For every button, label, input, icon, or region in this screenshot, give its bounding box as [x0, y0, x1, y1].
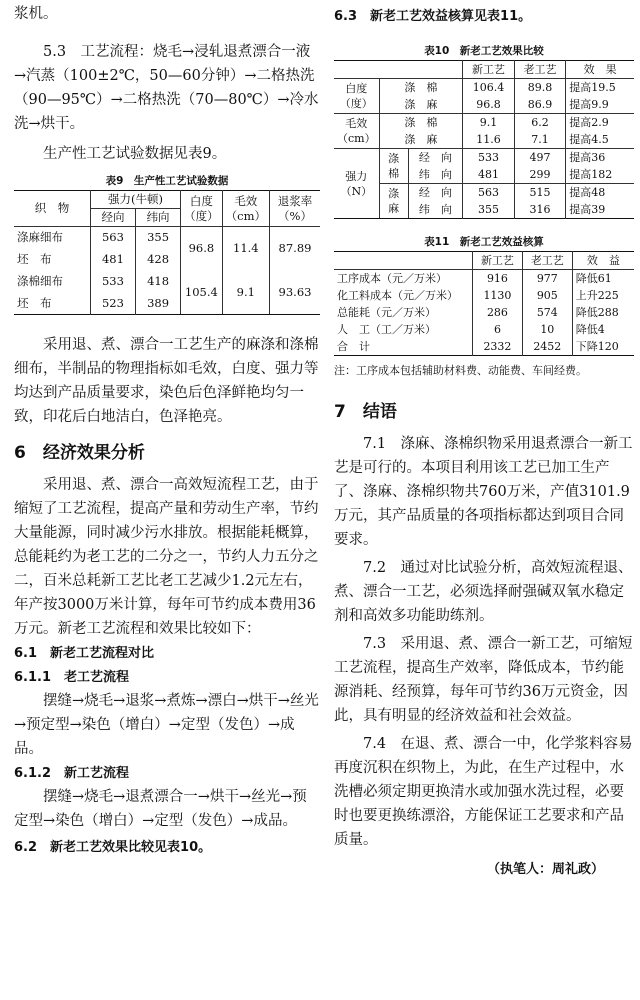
table11-benefit: 降低4: [572, 321, 634, 338]
table9-h-weft: 纬向: [136, 209, 181, 227]
table10-effect: 提高2.9: [566, 114, 634, 132]
table9-h-warp: 经向: [90, 209, 135, 227]
table10-new: 481: [463, 166, 515, 184]
section-6-1-2-heading: 6.1.2 新工艺流程: [14, 766, 130, 781]
table11-new: 6: [473, 321, 523, 338]
table10-dir: 经 向: [408, 149, 463, 167]
intro-line: 浆机。: [14, 6, 58, 22]
table11-item: 总能耗（元／万米）: [337, 306, 436, 319]
table9-capillary-2: 9.1: [222, 271, 269, 315]
table10-old: 89.8: [514, 79, 566, 97]
table10-fabric: 涤 麻: [379, 131, 463, 149]
table9-row-warp: 563: [90, 227, 135, 249]
table10-dir: 纬 向: [408, 166, 463, 184]
table10-old: 515: [514, 184, 566, 202]
section-7-4-paragraph: 7.4 在退、煮、漂合一中，化学浆料容易再度沉积在织物上，为此，在生产过程中，水洗槽必须定期更换清水或加强水洗过程，必要时也要更换练漂浴，方能保证工艺要求和产品质量。: [334, 736, 633, 848]
left-column: [14, 0, 320, 859]
table10-capillary-label: 毛效（cm）: [334, 114, 379, 149]
table9-row-name: 坯 布: [17, 295, 52, 310]
table9-row-warp: 481: [90, 249, 135, 271]
table11-item: 工序成本（元／万米）: [337, 272, 447, 285]
table11: [334, 251, 634, 356]
section-6-3-heading: 6.3 新老工艺效益核算见表11。: [334, 9, 532, 24]
table10-h-effect: 效 果: [566, 61, 634, 79]
table10-h-old: 老工艺: [514, 61, 566, 79]
table10-fabric: 涤 麻: [379, 96, 463, 114]
table10-new: 9.1: [463, 114, 515, 132]
table10-strength-label: 强力（N）: [334, 149, 379, 219]
section-7-3-paragraph: 7.3 采用退、煮、漂合一新工艺，可缩短工艺流程，提高生产效率，降低成本，节约能源消耗、经预算，每年可节约36万元资金，因此，具有明显的经济效益和社会效益。: [334, 636, 633, 724]
section-6-1-2-text: 摆缝→烧毛→退煮漂合一→烘干→丝光→预定型→染色（增白）→定型（发色）→成品。: [14, 789, 307, 829]
table9-row-weft: 418: [136, 271, 181, 293]
table10-fabric: 涤 棉: [379, 79, 463, 97]
table9-h-capillary: 毛效（cm）: [222, 191, 269, 227]
section-6-1-1-text: 摆缝→烧毛→退浆→煮炼→漂白→烘干→丝光→预定型→染色（增白）→定型（发色）→成品。: [14, 693, 319, 757]
table10-effect: 提高4.5: [566, 131, 634, 149]
table11-benefit: 降低61: [572, 270, 634, 288]
section-5-3-paragraph: 5.3 工艺流程：烧毛→浸轧退煮漂合一液→汽蒸（100±2℃，50—60分钟）→二格热洗（90—95℃）→二格热洗（70—80℃）→冷水洗→烘干。: [14, 44, 319, 132]
table11-h-old: 老工艺: [522, 252, 572, 270]
table11-new: 1130: [473, 287, 523, 304]
table10: [334, 60, 634, 219]
section-6-1-heading: 6.1 新老工艺流程对比: [14, 646, 155, 661]
table11-benefit: 降低288: [572, 304, 634, 321]
table11-new: 916: [473, 270, 523, 288]
table11-item: 人 工（工／万米）: [337, 323, 436, 336]
table10-new: 563: [463, 184, 515, 202]
table9-caption: 表9 生产性工艺试验数据: [105, 175, 229, 187]
table10-strength-dt: 涤 棉: [379, 149, 408, 184]
section-6-heading: 6 经济效果分析: [14, 443, 145, 463]
table11-new: 286: [473, 304, 523, 321]
table11-old: 977: [522, 270, 572, 288]
table9-h-fabric: 织 物: [14, 191, 90, 227]
table10-effect: 提高182: [566, 166, 634, 184]
table9-h-desizing: 退浆率（%）: [270, 191, 321, 227]
table11-h-benefit: 效 益: [572, 252, 634, 270]
table11-benefit: 上升225: [572, 287, 634, 304]
table9-white-2: 105.4: [181, 271, 223, 315]
table10-old: 7.1: [514, 131, 566, 149]
section-6-1-1-heading: 6.1.1 老工艺流程: [14, 670, 130, 685]
table10-new: 355: [463, 201, 515, 219]
table9-desizing-1: 87.89: [270, 227, 321, 271]
table9-h-white: 白度（度）: [181, 191, 223, 227]
paragraph-after-table9: 采用退、煮、漂合一工艺生产的麻涤和涤棉细布，半制品的物理指标如毛效，白度、强力等均达到产品质量要求，染色后色泽鲜艳均匀一致，印花后白地洁白，色泽艳亮。: [14, 337, 319, 425]
table9-capillary-1: 11.4: [222, 227, 269, 271]
table10-h-new: 新工艺: [463, 61, 515, 79]
table11-h-new: 新工艺: [473, 252, 523, 270]
table11-note: 注：工序成本包括辅助材料费、动能费、车间经费。: [334, 364, 587, 377]
table10-old: 497: [514, 149, 566, 167]
table9: [14, 190, 320, 315]
table11-caption: 表11 新老工艺效益核算: [424, 236, 544, 248]
table9-row-weft: 355: [136, 227, 181, 249]
author-signature: （执笔人：周礼政）: [486, 862, 604, 877]
table9-row-weft: 389: [136, 293, 181, 315]
table10-old: 316: [514, 201, 566, 219]
section-6-2-heading: 6.2 新老工艺效果比较见表10。: [14, 840, 212, 855]
table10-strength-dm: 涤 麻: [379, 184, 408, 219]
section-6-paragraph: 采用退、煮、漂合一高效短流程工艺，由于缩短了工艺流程，提高产量和劳动生产率，节约大量能源，同时减少污水排放。根据能耗概算，总能耗约为老工艺的二分之一，节约人力五分之二，百米总耗新工艺比老工艺减少1.2元左右，年产按3000万米计算，每年可节约成本费用36万元。新老工艺流程和效果比较如下：: [14, 477, 319, 637]
table10-effect: 提高39: [566, 201, 634, 219]
table10-new: 533: [463, 149, 515, 167]
table11-item: 化工料成本（元／万米）: [337, 289, 458, 302]
table10-new: 106.4: [463, 79, 515, 97]
table10-dir: 纬 向: [408, 201, 463, 219]
table9-row-name: 涤麻细布: [17, 230, 63, 245]
table9-desizing-2: 93.63: [270, 271, 321, 315]
table11-benefit: 下降120: [572, 338, 634, 356]
right-column: [334, 0, 634, 882]
table10-old: 86.9: [514, 96, 566, 114]
table10-effect: 提高36: [566, 149, 634, 167]
section-7-heading: 7 结语: [334, 402, 397, 422]
table11-old: 574: [522, 304, 572, 321]
table10-caption: 表10 新老工艺效果比较: [424, 45, 544, 57]
section-7-2-paragraph: 7.2 通过对比试验分析，高效短流程退、煮、漂合一工艺，必须选择耐强碱双氧水稳定剂和高效多功能助练剂。: [334, 560, 633, 624]
table9-row-warp: 533: [90, 271, 135, 293]
table11-item: 合 计: [337, 340, 370, 353]
table11-old: 2452: [522, 338, 572, 356]
table10-effect: 提高19.5: [566, 79, 634, 97]
table10-effect: 提高9.9: [566, 96, 634, 114]
table9-white-1: 96.8: [181, 227, 223, 271]
table10-white-label: 白度（度）: [334, 79, 379, 114]
table10-new: 96.8: [463, 96, 515, 114]
table11-old: 10: [522, 321, 572, 338]
table10-new: 11.6: [463, 131, 515, 149]
table10-old: 6.2: [514, 114, 566, 132]
table10-effect: 提高48: [566, 184, 634, 202]
table9-h-strength: 强力(牛顿): [90, 191, 180, 209]
table9-row-name: 涤棉细布: [17, 274, 63, 288]
table9-row-warp: 523: [90, 293, 135, 315]
table11-old: 905: [522, 287, 572, 304]
table9-row-name: 坯 布: [17, 252, 52, 266]
section-7-1-paragraph: 7.1 涤麻、涤棉织物采用退煮漂合一新工艺是可行的。本项目利用该工艺已加工生产了、涤麻、涤棉织物共760万米，产值3101.9万元，其产品质量的各项指标都达到项目合同要求。: [334, 436, 633, 548]
table10-old: 299: [514, 166, 566, 184]
table9-row-weft: 428: [136, 249, 181, 271]
section-5-3-note: 生产性工艺试验数据见表9。: [43, 146, 227, 162]
table10-fabric: 涤 棉: [379, 114, 463, 132]
table11-new: 2332: [473, 338, 523, 356]
table10-dir: 经 向: [408, 184, 463, 202]
